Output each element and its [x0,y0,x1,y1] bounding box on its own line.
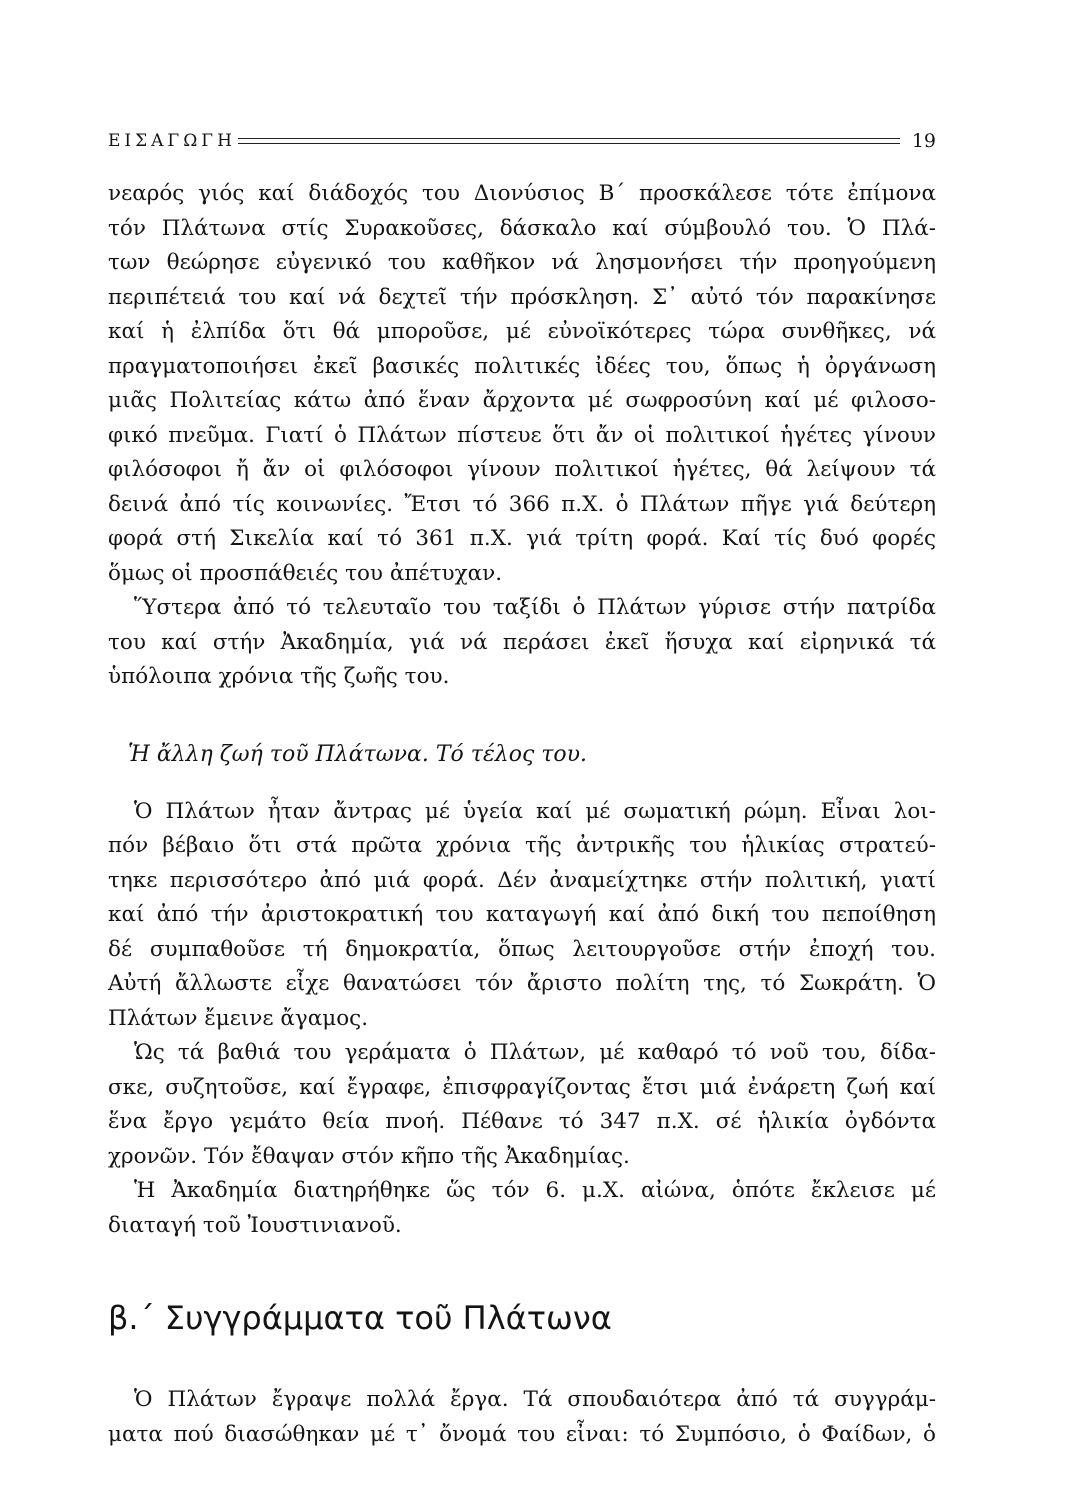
paragraph-works [108,1383,936,1452]
text-line: Ὁ Πλάτων ἔγραψε πολλά ἔργα. Τά σπουδαιότερα ἀπό τά συγγράμ- [134,1387,936,1412]
text-line: τηκε περισσότερο ἀπό μιά φορά. Δέν ἀναμείχτηκε στήν πολιτική, γιατί [108,867,936,893]
text-line: δέ συμπαθοῦσε τή δημοκρατία, ὅπως λειτουργοῦσε στήν ἐποχή του. [108,936,936,962]
text-line: τόν Πλάτωνα στίς Συρακοῦσες, δάσκαλο καί σύμβουλό του. Ὁ Πλά- [108,215,936,241]
text-line: ὑπόλοιπα χρόνια τῆς ζωῆς του. [108,664,450,689]
text-line: φορά στή Σικελία καί τό 361 π.Χ. γιά τρίτη φορά. Καί τίς δυό φορές [108,526,936,551]
text-line: του καί στήν Ἀκαδημία, γιά νά περάσει ἐκεῖ ἥσυχα καί εἰρηνικά τά [108,629,936,655]
text-line: φιλόσοφοι ἤ ἄν οἱ φιλόσοφοι γίνουν πολιτικοί ἡγέτες, θά λείψουν τά [108,457,936,482]
paragraph-health [108,795,936,1037]
running-head [108,124,936,158]
text-line: Πλάτων ἔμεινε ἄγαμος. [108,1005,369,1031]
text-line: ἕνα ἔργο γεμάτο θεία πνοή. Πέθανε τό 347 π.Χ. σέ ἡλικία ὀγδόντα [108,1109,936,1134]
page-number: 19 [911,130,936,152]
paragraph-continuation [108,177,936,591]
section-title: β.΄ Συγγράμματα τοῦ Πλάτωνα [108,1299,612,1337]
text-line: ματα πού διασώθηκαν μέ τ᾽ ὄνομά του εἶναι: τό Συμπόσιο, ὁ Φαίδων, ὁ [108,1421,936,1447]
text-line: νεαρός γιός καί διάδοχός του Διονύσιος Β΄ προσκάλεσε τότε ἐπίμονα [108,181,936,206]
body-text [108,177,936,1452]
text-line: των θεώρησε εὐγενικό του καθῆκον νά λησμονήσει τήν προηγούμενη [108,250,936,275]
paragraph-death [108,1036,936,1174]
text-line: πόν βέβαιο ὅτι στά πρῶτα χρόνια τῆς ἀντρικῆς του ἡλικίας στρατεύ- [108,833,936,858]
running-head-title: ΕΙΣΑΓΩΓΗ [108,131,236,151]
text-line: σκε, συζητοῦσε, καί ἔγραφε, ἐπισφραγίζοντας ἔτσι μιά ἐνάρετη ζωή καί [108,1074,936,1100]
running-head-rule [238,138,900,144]
text-line: Ὡς τά βαθιά του γεράματα ὁ Πλάτων, μέ καθαρό τό νοῦ του, δίδα- [134,1040,936,1065]
text-line: Αὐτή ἄλλωστε εἶχε θανατώσει τόν ἄριστο πολίτη της, τό Σωκράτη. Ὁ [108,971,936,996]
subheading: Ἡ ἄλλη ζωή τοῦ Πλάτωνα. Τό τέλος του. [128,741,588,767]
text-line: πραγματοποιήσει ἐκεῖ βασικές πολιτικές ἰδέες του, ὅπως ἡ ὀργάνωση [108,353,936,379]
text-line: χρονῶν. Τόν ἔθαψαν στόν κῆπο τῆς Ἀκαδημίας. [108,1143,630,1169]
text-line: Ὕστερα ἀπό τό τελευταῖο του ταξίδι ὁ Πλάτων γύρισε στήν πατρίδα [134,595,936,620]
text-line: δεινά ἀπό τίς κοινωνίες. Ἔτσι τό 366 π.Χ. ὁ Πλάτων πῆγε γιά δεύτερη [108,491,936,517]
paragraph-academy [108,1174,936,1243]
paragraph-return [108,591,936,695]
text-line: Ἡ Ἀκαδημία διατηρήθηκε ὥς τόν 6. μ.Χ. αἰώνα, ὁπότε ἔκλεισε μέ [134,1178,936,1203]
text-line: περιπέτειά του καί νά δεχτεῖ τήν πρόσκληση. Σ᾽ αὐτό τόν παρακίνησε [108,284,936,310]
text-line: καί ἀπό τήν ἀριστοκρατική του καταγωγή καί ἀπό δική του πεποίθηση [108,902,936,927]
text-line: ὅμως οἱ προσπάθειές του ἀπέτυχαν. [108,560,503,586]
text-line: διαταγή τοῦ Ἰουστινιανοῦ. [108,1212,402,1238]
text-line: Ὁ Πλάτων ἦταν ἄντρας μέ ὑγεία καί μέ σωματική ρώμη. Εἶναι λοι- [134,798,936,824]
text-line: καί ἡ ἐλπίδα ὅτι θά μποροῦσε, μέ εὐνοϊκότερες τώρα συνθῆκες, νά [108,319,936,344]
text-line: μιᾶς Πολιτείας κάτω ἀπό ἕναν ἄρχοντα μέ σωφροσύνη καί μέ φιλοσο- [108,388,936,413]
text-line: φικό πνεῦμα. Γιατί ὁ Πλάτων πίστευε ὅτι ἄν οἱ πολιτικοί ἡγέτες γίνουν [108,422,936,448]
